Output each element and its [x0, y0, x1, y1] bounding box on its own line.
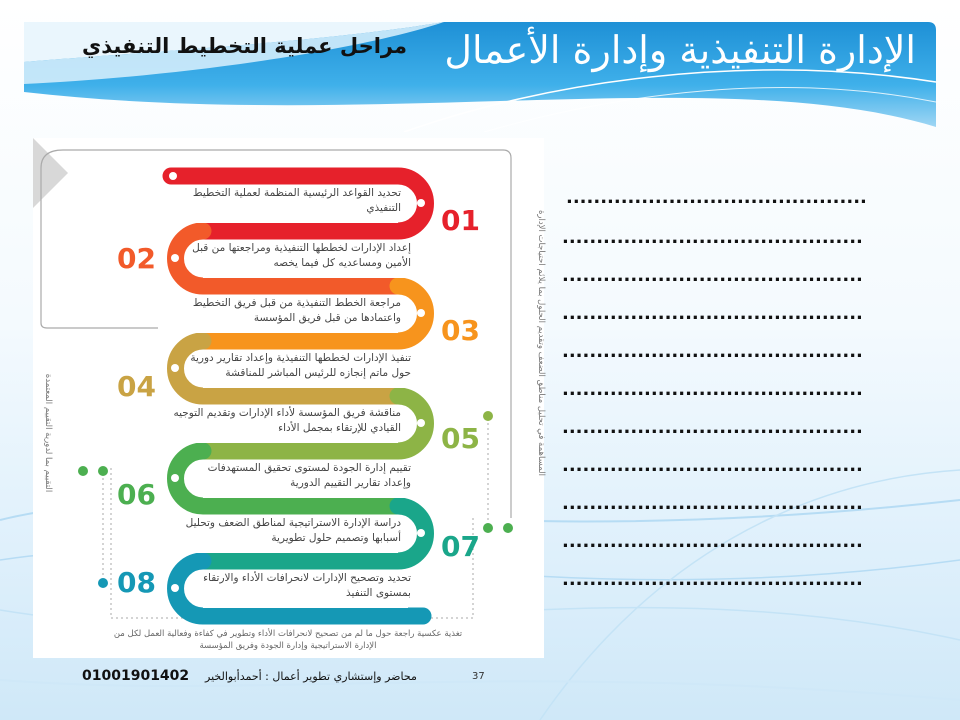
note-line: ............................................ [562, 380, 863, 400]
corner-triangle [33, 138, 68, 208]
step-04-line-1: تنفيذ الإدارات لخططها التنفيذية وإعداد تقارير دورية [190, 352, 411, 364]
side-note-left: التقييم بما لدورية التقييم المعتمدة [43, 373, 53, 493]
footer-author: محاضر وإستشاري تطوير أعمال : أحمدأبوالخير [205, 670, 417, 683]
step-text-01 [141, 186, 401, 216]
step-text-06 [151, 461, 411, 491]
note-line: ............................................ [562, 342, 863, 362]
slide-title: الإدارة التنفيذية وإدارة الأعمال [444, 28, 916, 72]
step-03-line-1: مراجعة الخطط التنفيذية من قبل فريق التخطيط [192, 297, 401, 309]
footer-phone: 01001901402 [82, 668, 190, 684]
side-note-right: المساهمة في تحليل مناطق الضعف وتقديم الحلول بما يلائم احتياجات الإدارة [536, 209, 546, 477]
step-number-02: 02 [117, 242, 156, 275]
step-07-line-2: أسبابها وتصميم حلول تطويرية [271, 532, 401, 544]
step-05-line-2: القيادي للإرتقاء بمجمل الأداء [278, 422, 401, 434]
note-line: ............................................ [562, 418, 863, 438]
note-line: ............................................ [562, 570, 863, 590]
step-02-line-2: الأمين ومساعديه كل فيما يخصه [273, 257, 411, 269]
step-number-05: 05 [441, 422, 480, 455]
note-line: ............................................ [562, 532, 863, 552]
step-text-08 [151, 571, 411, 601]
step-08-line-1: تحديد وتصحيح الإدارات لانحرافات الأداء والارتقاء [203, 572, 411, 584]
note-line: ............................................ [562, 456, 863, 476]
step-text-02 [151, 241, 411, 271]
step-number-04: 04 [117, 370, 156, 403]
step-number-08: 08 [117, 566, 156, 599]
step-06-line-1: تقييم إدارة الجودة لمستوى تحقيق المستهدفات [207, 462, 411, 474]
step-number-07: 07 [441, 530, 480, 563]
step-01-line-2: التنفيذي [366, 202, 401, 214]
step-07-line-1: دراسة الإدارة الاستراتيجية لمناطق الضعف وتحليل [185, 517, 401, 529]
note-line: ............................................ [562, 494, 863, 514]
slide-subtitle: مراحل عملية التخطيط التنفيذي [82, 34, 407, 58]
step-number-06: 06 [117, 478, 156, 511]
step-text-04 [151, 351, 411, 381]
step-02-line-1: إعداد الإدارات لخططها التنفيذية ومراجعتها من قبل [192, 242, 411, 254]
feedback-note: تغذية عكسية راجعة حول ما لم من تصحيح لانحرافات الأداء وتطوير في كفاءة وفعالية العمل لكل من الإدارة الاستراتيجية وإدارة الجودة وفريق المؤسسة [113, 629, 463, 651]
step-text-05 [141, 406, 401, 436]
note-line: ............................................ [562, 228, 863, 248]
step-text-03 [141, 296, 401, 326]
step-06-line-2: وإعداد تقارير التقييم الدورية [290, 477, 411, 489]
planning-stages-infographic [33, 138, 544, 658]
notes-lines [562, 188, 930, 608]
note-line: ............................................ [562, 304, 863, 324]
step-01-line-1: تحديد القواعد الرئيسية المنظمة لعملية التخطيط [192, 187, 401, 199]
step-08-line-2: بمستوى التنفيذ [346, 587, 411, 599]
step-04-line-2: حول ماتم إنجازه للرئيس المباشر للمناقشة [225, 367, 411, 379]
page-number: 37 [472, 671, 485, 682]
step-03-line-2: واعتمادها من قبل فريق المؤسسة [253, 312, 401, 324]
step-number-01: 01 [441, 204, 480, 237]
step-05-line-1: مناقشة فريق المؤسسة لأداء الإدارات وتقديم التوجيه [173, 407, 401, 419]
note-line: ............................................ [562, 266, 863, 286]
step-text-07 [141, 516, 401, 546]
note-line: ............................................ [566, 188, 867, 208]
step-number-03: 03 [441, 314, 480, 347]
